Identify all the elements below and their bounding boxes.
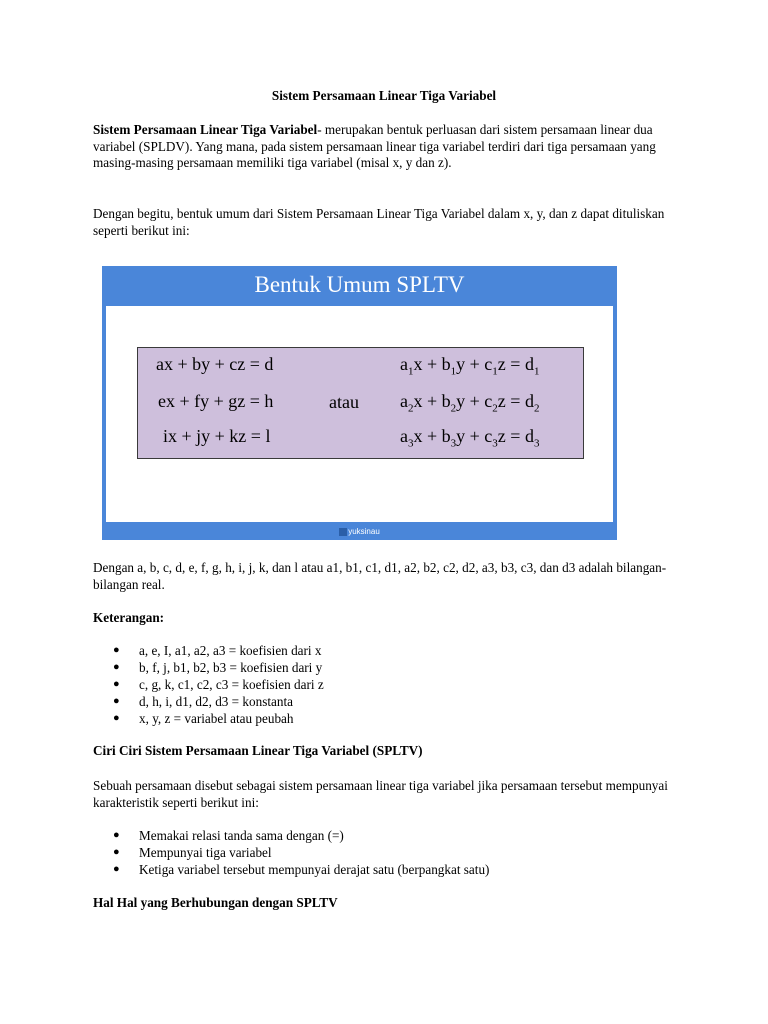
ciri-list — [113, 827, 489, 878]
watermark-text: yuksinau — [348, 527, 380, 536]
bullet-icon: ● — [113, 863, 120, 875]
bullet-icon: ● — [113, 829, 120, 841]
equation-left-2: ex + fy + gz = h — [158, 391, 274, 411]
keterangan-heading: Keterangan: — [93, 610, 165, 625]
document-title: Sistem Persamaan Linear Tiga Variabel — [271, 88, 497, 103]
bullet-icon: ● — [113, 678, 120, 690]
equation-right-1: $a_1x + b_1y + c_1z = d_1$ — [400, 354, 540, 378]
keterangan-list — [113, 642, 324, 727]
list-item: ● d, h, i, d1, d2, d3 = konstanta — [113, 694, 293, 709]
equation-left-3: ix + jy + kz = l — [163, 426, 271, 446]
list-item: ● Ketiga variabel tersebut mempunyai derajat satu (berpangkat satu) — [113, 862, 490, 877]
ciri-paragraph: Sebuah persamaan disebut sebagai sistem persamaan linear tiga variabel jika persamaan tersebut mempunyai karakteristik seperti berikut ini: — [93, 778, 668, 810]
figure-body — [106, 306, 613, 522]
yuksinau-logo-icon — [339, 528, 347, 536]
list-item: ● b, f, j, b1, b2, b3 = koefisien dari y — [113, 660, 323, 675]
bullet-icon: ● — [113, 644, 120, 656]
list-item: ● Mempunyai tiga variabel — [113, 845, 272, 860]
hal-heading: Hal Hal yang Berhubungan dengan SPLTV — [93, 895, 338, 910]
intro-paragraph — [93, 122, 683, 172]
coefficients-paragraph: Dengan a, b, c, d, e, f, g, h, i, j, k, dan l atau a1, b1, c1, d1, a2, b2, c2, d2, a3, b3, c3, dan d3 adalah bilangan-bilangan real. — [93, 560, 667, 592]
intro-bold-term: Sistem Persamaan Linear Tiga Variabel — [93, 122, 318, 137]
figure-title: Bentuk Umum SPLTV — [254, 272, 465, 297]
figure-watermark — [102, 524, 617, 540]
intro-text: - merupakan bentuk perluasan dari sistem persamaan linear dua variabel (SPLDV). Yang mana, pada sistem persamaan linear tiga variabel terdiri dari tiga persamaan yang masing-masing persamaan memiliki tiga variabel (misal x, y dan z). — [93, 122, 656, 170]
list-item: ● c, g, k, c1, c2, c3 = koefisien dari z — [113, 677, 324, 692]
list-item: ● Memakai relasi tanda sama dengan (=) — [113, 828, 344, 843]
connector-text: atau — [329, 392, 359, 412]
equations-box — [137, 347, 584, 459]
equation-left-1: ax + by + cz = d — [156, 354, 274, 374]
general-form-paragraph: Dengan begitu, bentuk umum dari Sistem Persamaan Linear Tiga Variabel dalam x, y, dan z dapat dituliskan seperti berikut ini: — [93, 206, 665, 238]
list-item: ● x, y, z = variabel atau peubah — [113, 711, 294, 726]
ciri-heading: Ciri Ciri Sistem Persamaan Linear Tiga Variabel (SPLTV) — [93, 743, 423, 758]
equation-right-3: $a_3x + b_3y + c_3z = d_3$ — [400, 426, 540, 450]
bullet-icon: ● — [113, 661, 120, 673]
equation-right-2: $a_2x + b_2y + c_2z = d_2$ — [400, 391, 540, 415]
bullet-icon: ● — [113, 695, 120, 707]
list-item: ● a, e, I, a1, a2, a3 = koefisien dari x — [113, 643, 322, 658]
bullet-icon: ● — [113, 712, 120, 724]
spltv-general-form-figure — [102, 266, 617, 540]
bullet-icon: ● — [113, 846, 120, 858]
